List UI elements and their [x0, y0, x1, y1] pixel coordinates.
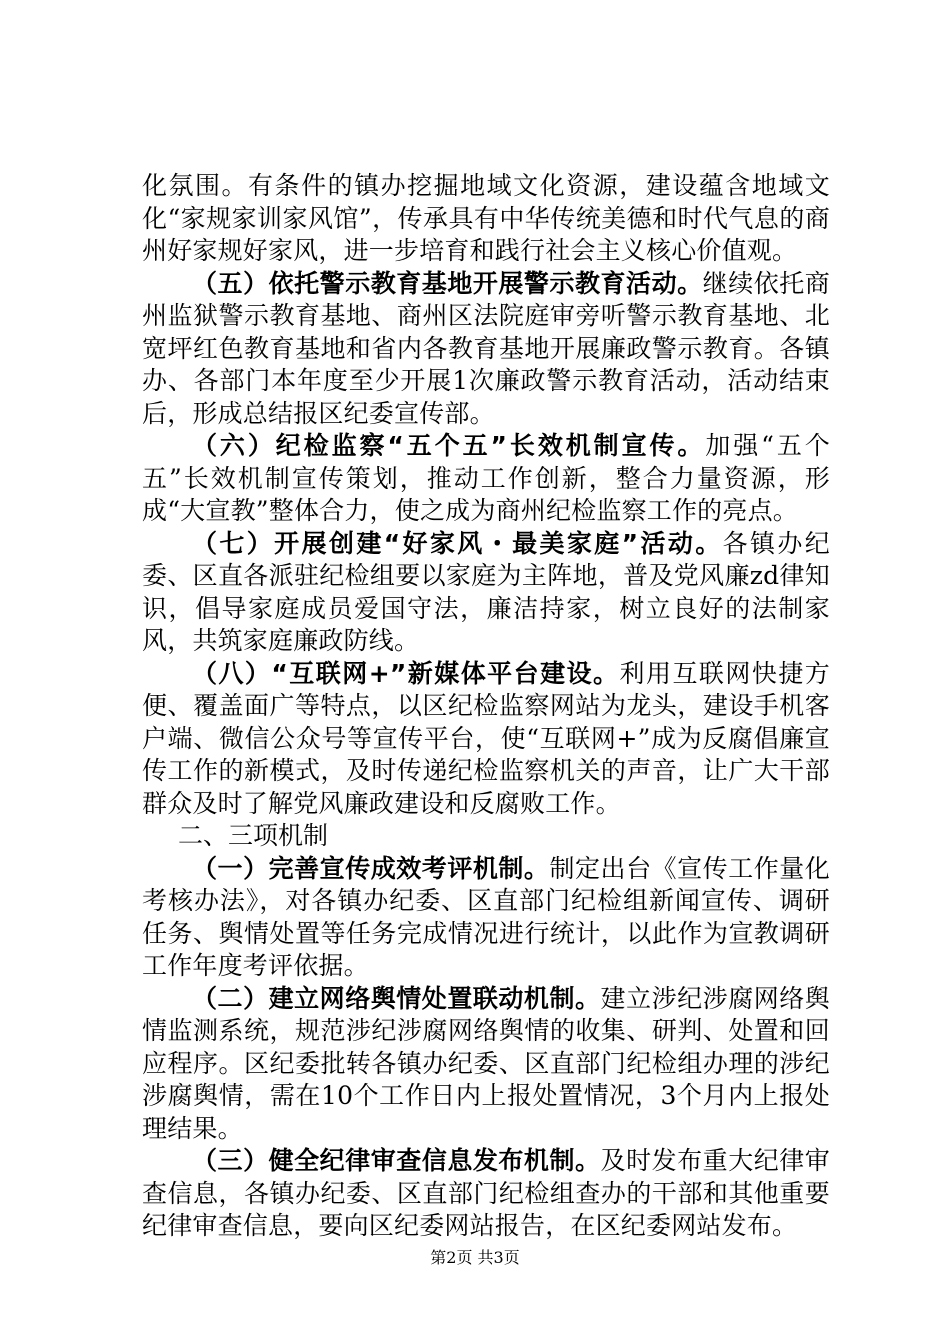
paragraph-item-5 [142, 268, 830, 431]
paragraph-item-6 [142, 430, 830, 528]
document-body [142, 170, 830, 1243]
paragraph-mechanism-3 [142, 1145, 830, 1243]
page-number-footer: 第2页 共3页 [430, 1248, 520, 1267]
paragraph-item-8 [142, 658, 830, 821]
mechanism-3-body: 及时发布重大纪律审查信息，各镇办纪委、区直部门纪检组查办的干部和其他重要纪律审查信息，要向区纪委网站报告，在区纪委网站发布。 [142, 1146, 830, 1240]
item-8-heading: （八）“互联网+”新媒体平台建设。 [192, 658, 620, 688]
item-7-heading: （七）开展创建“好家风・最美家庭”活动。 [192, 528, 723, 558]
paragraph-mechanism-2 [142, 983, 830, 1146]
mechanism-1-body: 制定出台《宣传工作量化考核办法》，对各镇办纪委、区直部门纪检组新闻宣传、调研任务、舆情处置等任务完成情况进行统计，以此作为宣教调研工作年度考评依据。 [142, 853, 830, 980]
paragraph-item-7 [142, 528, 830, 658]
item-6-body: 加强“五个五”长效机制宣传策划，推动工作创新，整合力量资源，形成“大宣教”整体合力，使之成为商州纪检监察工作的亮点。 [142, 431, 831, 525]
item-5-heading: （五）依托警示教育基地开展警示教育活动。 [192, 268, 703, 298]
item-6-heading: （六）纪检监察“五个五”长效机制宣传。 [192, 431, 706, 460]
mechanism-1-heading: （一）完善宣传成效考评机制。 [192, 853, 550, 883]
item-8-body: 利用互联网快捷方便、覆盖面广等特点，以区纪检监察网站为龙头，建设手机客户端、微信公众号等宣传平台，使“互联网+”成为反腐倡廉宣传工作的新模式，及时传递纪检监察机关的声音，让广大干部群众及时了解党风廉政建设和反腐败工作。 [142, 658, 830, 818]
section-heading-mechanisms: 二、三项机制 [178, 821, 329, 850]
item-5-body: 继续依托商州监狱警示教育基地、商州区法院庭审旁听警示教育基地、北宽坪红色教育基地和省内各教育基地开展廉政警示教育。各镇办、各部门本年度至少开展1次廉政警示教育活动，活动结束后，形成总结报区纪委宣传部。 [142, 268, 830, 428]
mechanism-3-heading: （三）健全纪律审查信息发布机制。 [192, 1146, 601, 1175]
paragraph-continuation: 化氛围。有条件的镇办挖掘地域文化资源，建设蕴含地域文化“家规家训家风馆”，传承具有中华传统美德和时代气息的商州好家规好家风，进一步培育和践行社会主义核心价值观。 [142, 171, 830, 265]
mechanism-2-body: 建立涉纪涉腐网络舆情监测系统，规范涉纪涉腐网络舆情的收集、研判、处置和回应程序。区纪委批转各镇办纪委、区直部门纪检组办理的涉纪涉腐舆情，需在10个工作日内上报处置情况，3个月内上报处理结果。 [142, 983, 830, 1143]
mechanism-2-heading: （二）建立网络舆情处置联动机制。 [192, 983, 601, 1013]
item-7-body: 各镇办纪委、区直各派驻纪检组要以家庭为主阵地，普及党风廉zd律知识，倡导家庭成员爱国守法，廉洁持家，树立良好的法制家风，共筑家庭廉政防线。 [142, 528, 830, 655]
paragraph-mechanism-1 [142, 853, 830, 983]
